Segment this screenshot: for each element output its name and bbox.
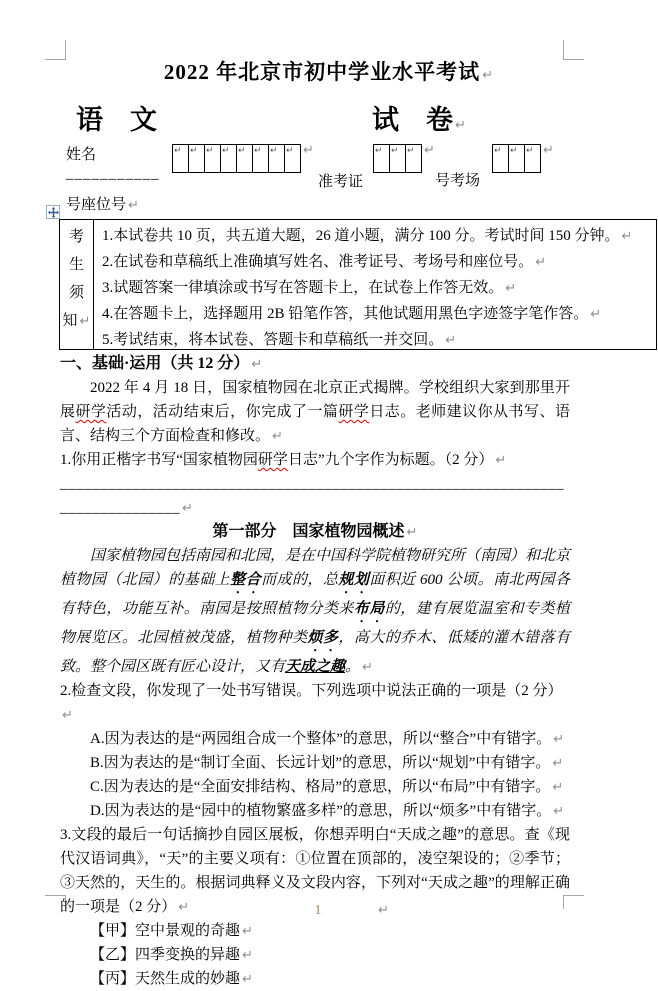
- paper-label-text: 试 卷: [372, 105, 453, 135]
- answer-box: [268, 144, 285, 173]
- spellcheck-word: 研学: [257, 452, 288, 468]
- paragraph-mark-icon: ↵: [482, 67, 495, 82]
- option-text: D.因为表达的是“园中的植物繁盛多样”的意思，所以“烦多”中有错字。: [90, 803, 552, 819]
- paragraph-mark-icon: ↵: [128, 197, 139, 212]
- question-3-option-bing: [90, 967, 570, 991]
- paragraph-mark-icon: ↵: [407, 145, 415, 155]
- paragraph-mark-icon: ↵: [251, 356, 263, 371]
- paragraph-mark-icon: ↵: [553, 731, 565, 746]
- question-2-option-b: [90, 751, 570, 775]
- paragraph-mark-icon: ↵: [303, 142, 314, 157]
- notice-table-items: [94, 220, 656, 349]
- answer-blank-underscores: ______________________________________________________________________________: [60, 476, 564, 516]
- answer-box: [508, 144, 525, 173]
- answer-box: [252, 144, 269, 173]
- paragraph-mark-icon: ↵: [178, 899, 190, 914]
- answer-box: [188, 144, 205, 173]
- seat-label-row: [66, 193, 139, 214]
- reading-passage: [60, 544, 570, 679]
- answer-blank-line: [60, 472, 570, 520]
- emphasized-term: 烦多: [307, 630, 339, 646]
- passage-text: 而成的，总: [261, 572, 339, 588]
- paragraph-mark-icon: ↵: [406, 524, 418, 539]
- question-3-option-yi: [90, 943, 570, 967]
- admission-ticket-label: 准考证: [318, 174, 364, 190]
- paragraph-mark-icon: ↵: [362, 659, 373, 674]
- part-one-heading: [60, 520, 570, 544]
- paragraph-mark-icon: ↵: [552, 755, 564, 770]
- option-text: 【丙】天然生成的妙趣: [90, 971, 241, 987]
- paragraph-mark-icon: ↵: [378, 902, 389, 917]
- underlined-term: 天成之趣: [285, 659, 346, 675]
- notice-item: [102, 327, 652, 353]
- paragraph-mark-icon: ↵: [254, 145, 262, 155]
- exam-room-label: 号考场: [435, 173, 481, 189]
- question-1-text: 1.你用正楷字书写“国家植物园: [60, 452, 258, 468]
- paragraph-mark-icon: ↵: [242, 923, 253, 938]
- question-2-text: 2.检查文段，你发现了一处书写错误。下列选项中说法正确的一项是（2 分）: [60, 683, 563, 699]
- section-heading-text: 一、基础·运用（共 12 分）: [60, 355, 250, 372]
- paragraph-mark-icon: ↵: [424, 142, 435, 157]
- answer-box: [373, 144, 390, 173]
- paragraph-mark-icon: ↵: [535, 254, 547, 269]
- notice-side-char-text: 知: [62, 313, 78, 329]
- notice-item: [102, 275, 652, 301]
- option-text: A.因为表达的是“两园组合成一个整体”的意思，所以“整合”中有错字。: [90, 731, 552, 747]
- paragraph-mark-icon: ↵: [174, 145, 182, 155]
- passage-text: 面积近 600 公顷。南北两园各有特色，功能互补。南园是按照植物分类来: [60, 572, 570, 617]
- notice-item: [102, 223, 652, 249]
- paragraph-mark-icon: ↵: [505, 280, 517, 295]
- notice-item-text: 5.考试结束，将本试卷、答题卡和草稿纸一并交回。: [102, 332, 444, 348]
- paragraph-mark-icon: ↵: [552, 779, 564, 794]
- paragraph-mark-icon: ↵: [222, 145, 230, 155]
- answer-box: [524, 144, 541, 173]
- name-fill-line: ___________: [66, 166, 160, 182]
- paragraph-mark-icon: ↵: [455, 117, 466, 132]
- answer-box: [236, 144, 253, 173]
- exam-title-text: 2022 年北京市初中学业水平考试: [163, 60, 481, 84]
- paragraph-mark-icon: ↵: [510, 145, 518, 155]
- answer-box: [405, 144, 422, 173]
- paragraph-mark-icon: ↵: [286, 145, 294, 155]
- paragraph-mark-icon: ↵: [206, 145, 214, 155]
- paragraph-mark-icon: ↵: [375, 145, 383, 155]
- paragraph-mark-icon: ↵: [79, 313, 91, 328]
- paragraph-mark-icon: ↵: [190, 145, 198, 155]
- notice-item-text: 4.在答题卡上，选择题用 2B 铅笔作答，其他试题用黑色字迹签字笔作答。: [102, 306, 589, 322]
- notice-side-char: [60, 307, 93, 335]
- question-1-text: 日志”九个字作为标题。（2 分）: [287, 452, 494, 468]
- option-text: C.因为表达的是“全面安排结构、格局”的意思，所以“布局”中有错字。: [90, 779, 551, 795]
- answer-box: [204, 144, 221, 173]
- page-number: 1: [314, 903, 322, 918]
- question-2-option-c: [90, 775, 570, 799]
- name-label: 姓名: [66, 147, 97, 163]
- seat-number-boxes: [492, 144, 554, 173]
- intro-text: 2022 年 4 月 18 日，国家植物园在北京正式揭牌。学校组织大家到那里开展: [60, 380, 570, 420]
- candidate-notice-table: [59, 219, 657, 350]
- passage-text: ，高大的乔木、低矮的灌木错落有致。整个园区既有匠心设计，又有: [60, 630, 570, 675]
- paragraph-mark-icon: ↵: [590, 306, 602, 321]
- answer-box: [172, 144, 189, 173]
- notice-side-char: 须: [68, 285, 84, 301]
- option-text: B.因为表达的是“制订全面、长远计划”的意思，所以“规划”中有错字。: [90, 755, 551, 771]
- paragraph-mark-icon: ↵: [182, 500, 194, 515]
- intro-text: 活动，活动结束后，你完成了一篇: [106, 404, 339, 420]
- answer-box: [492, 144, 509, 173]
- admission-number-boxes: [172, 144, 314, 173]
- emphasized-term: 规划: [338, 572, 370, 588]
- option-text: 【乙】四季变换的异趣: [90, 947, 241, 963]
- document-body: [60, 352, 570, 991]
- question-2-option-d: [90, 799, 570, 823]
- paragraph-mark-icon: ↵: [553, 803, 565, 818]
- paragraph-mark-icon: ↵: [543, 142, 554, 157]
- paragraph-mark-icon: ↵: [272, 428, 283, 443]
- exam-title: [0, 56, 658, 86]
- notice-item: [102, 301, 652, 327]
- question-2-option-a: [90, 727, 570, 751]
- four-way-arrow-icon: [48, 207, 59, 218]
- paragraph-mark-icon: ↵: [526, 145, 534, 155]
- spellcheck-word: 研学: [75, 404, 107, 420]
- question-3-text: 3.文段的最后一句话摘抄自园区展板，你想弄明白“天成之趣”的意思。查《现代汉语词典》，“天”的主要义项有：①位置在顶部的，凌空架设的；②季节；③天然的，天生的。根据词典释义及文段内容，下列对“天成之趣”的理解正确的一项是（2 分）: [60, 827, 570, 915]
- paragraph-mark-icon: ↵: [445, 332, 457, 347]
- notice-item-text: 2.在试卷和草稿纸上准确填写姓名、准考证号、考场号和座位号。: [102, 254, 534, 270]
- paragraph-mark-icon: ↵: [62, 707, 73, 722]
- paragraph-mark-icon: ↵: [391, 145, 399, 155]
- notice-item-text: 3.试题答案一律填涂或书写在答题卡上，在试卷上作答无效。: [102, 280, 504, 296]
- spellcheck-word: 研学: [338, 404, 370, 420]
- emphasized-term: 布局: [353, 601, 385, 617]
- table-move-handle-icon[interactable]: [46, 205, 60, 219]
- notice-side-char: 考: [68, 229, 84, 245]
- paragraph-mark-icon: ↵: [270, 145, 278, 155]
- exam-room-number-boxes: [373, 144, 435, 173]
- question-1: [60, 448, 570, 472]
- notice-item: [102, 249, 652, 275]
- paragraph-mark-icon: ↵: [242, 971, 253, 986]
- subject-name: 语 文: [76, 105, 157, 135]
- notice-table-side-header: [60, 220, 94, 349]
- intro-text: 日志。老师建议你从书写、语言、结构三个方面检查和修改。: [60, 404, 570, 444]
- question-3-option-jia: [90, 919, 570, 943]
- option-text: 【甲】空中景观的奇趣: [90, 923, 241, 939]
- question-2-stem: [60, 679, 570, 727]
- passage-text: 国家植物园包括南园和北园，是在中国科学院植物研究所（南园）和北京植物园（北园）的基础上: [60, 548, 571, 588]
- intro-paragraph: [60, 376, 570, 448]
- paper-label: [372, 98, 466, 137]
- subject-row: [66, 98, 566, 135]
- section-heading: [60, 352, 570, 376]
- paragraph-mark-icon: ↵: [621, 228, 633, 243]
- passage-text: 。: [345, 659, 361, 675]
- paragraph-mark-icon: ↵: [238, 145, 246, 155]
- part-one-heading-text: 第一部分 国家植物园概述: [212, 523, 405, 540]
- answer-box: [389, 144, 406, 173]
- emphasized-term: 整合: [230, 572, 262, 588]
- paragraph-mark-icon: ↵: [242, 947, 253, 962]
- paragraph-mark-icon: ↵: [494, 145, 502, 155]
- paragraph-mark-icon: ↵: [495, 452, 507, 467]
- seat-label: 号座位号: [66, 197, 127, 213]
- notice-item-text: 1.本试卷共 10 页，共五道大题，26 道小题，满分 100 分。考试时间 150 分钟。: [102, 228, 620, 244]
- answer-box: [220, 144, 237, 173]
- notice-side-char: 生: [68, 257, 84, 273]
- passage-text: 的，建有展览温室和专类植物展览区。北园植被茂盛，植物种类: [60, 601, 570, 646]
- answer-box: [284, 144, 301, 173]
